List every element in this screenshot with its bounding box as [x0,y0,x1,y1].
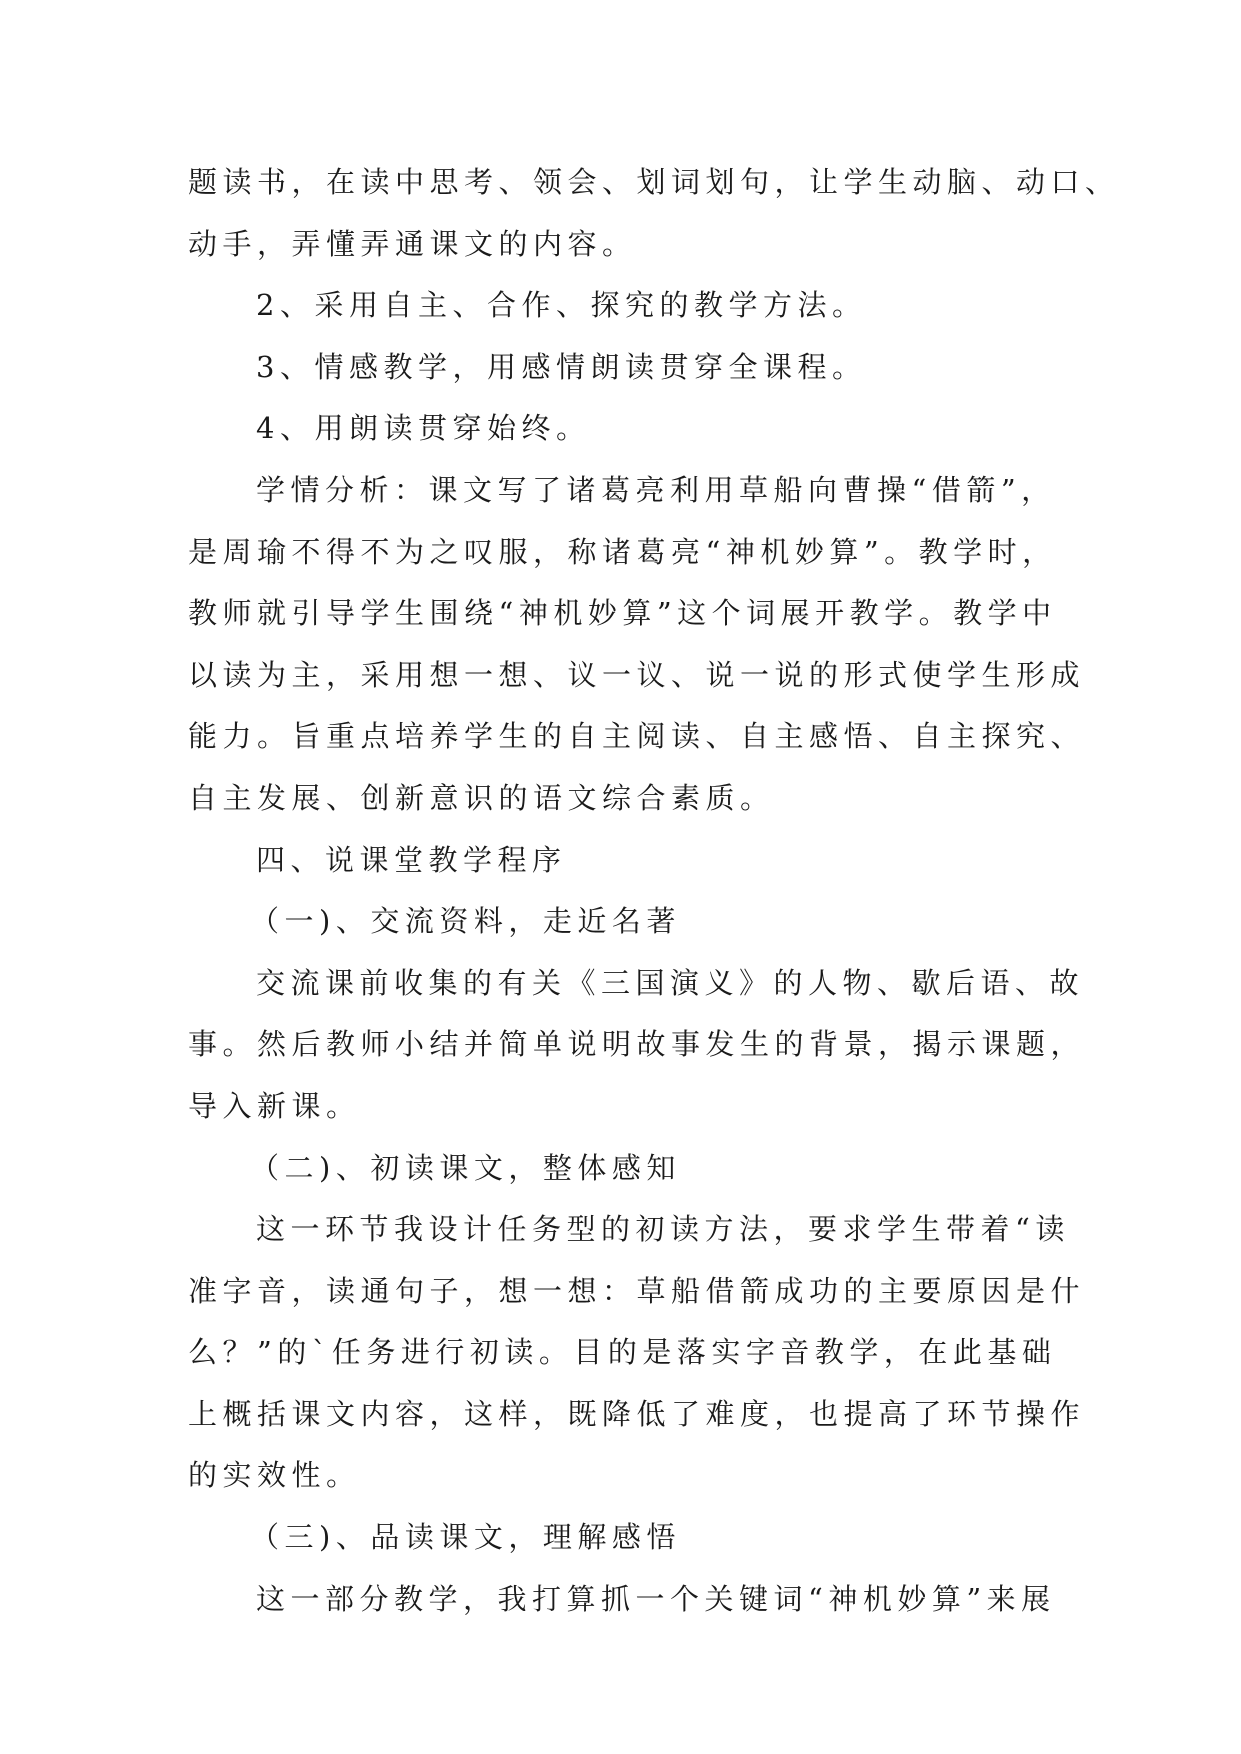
paragraph-start: 这一环节我设计任务型的初读方法，要求学生带着“读 [256,1212,1070,1247]
paragraph-start: 交流课前收集的有关《三国演义》的人物、歇后语、故 [256,965,1085,1000]
text-line: 上概括课文内容，这样，既降低了难度，也提高了环节操作 [188,1396,1086,1431]
subsection-heading: （三)、品读课文，理解感悟 [250,1520,681,1555]
paragraph-start: 学情分析：课文写了诸葛亮利用草船向曹操“借箭”， [256,472,1056,507]
text-line: 动手，弄懂弄通课文的内容。 [188,226,637,261]
list-item: 4、用朗读贯穿始终。 [256,411,591,446]
paragraph-start: 这一部分教学，我打算抓一个关键词“神机妙算”来展 [256,1581,1056,1616]
text-line: 么？”的`任务进行初读。目的是落实字音教学，在此基础 [188,1335,1057,1370]
text-line: 是周瑜不得不为之叹服，称诸葛亮“神机妙算”。教学时， [188,534,1057,569]
text-line: 的实效性。 [188,1458,361,1493]
text-line: 以读为主，采用想一想、议一议、说一说的形式使学生形成 [188,657,1086,692]
text-line: 准字音，读通句子，想一想：草船借箭成功的主要原因是什 [188,1273,1086,1308]
subsection-heading: （二)、初读课文，整体感知 [250,1150,681,1185]
section-heading: 四、说课堂教学程序 [256,842,567,877]
text-line: 能力。旨重点培养学生的自主阅读、自主感悟、自主探究、 [188,719,1086,754]
text-line: 题读书，在读中思考、领会、划词划句，让学生动脑、动口、 [188,165,1120,199]
text-line: 教师就引导学生围绕“神机妙算”这个词展开教学。教学中 [188,596,1057,631]
text-line: 事。然后教师小结并简单说明故事发生的背景，揭示课题， [188,1027,1086,1062]
text-line: 自主发展、创新意识的语文综合素质。 [188,780,775,815]
list-item: 2、采用自主、合作、探究的教学方法。 [256,288,867,323]
list-item: 3、情感教学，用感情朗读贯穿全课程。 [256,349,867,384]
document-body [188,152,1120,1630]
subsection-heading: （一)、交流资料，走近名著 [250,904,681,939]
text-line: 导入新课。 [188,1088,361,1123]
